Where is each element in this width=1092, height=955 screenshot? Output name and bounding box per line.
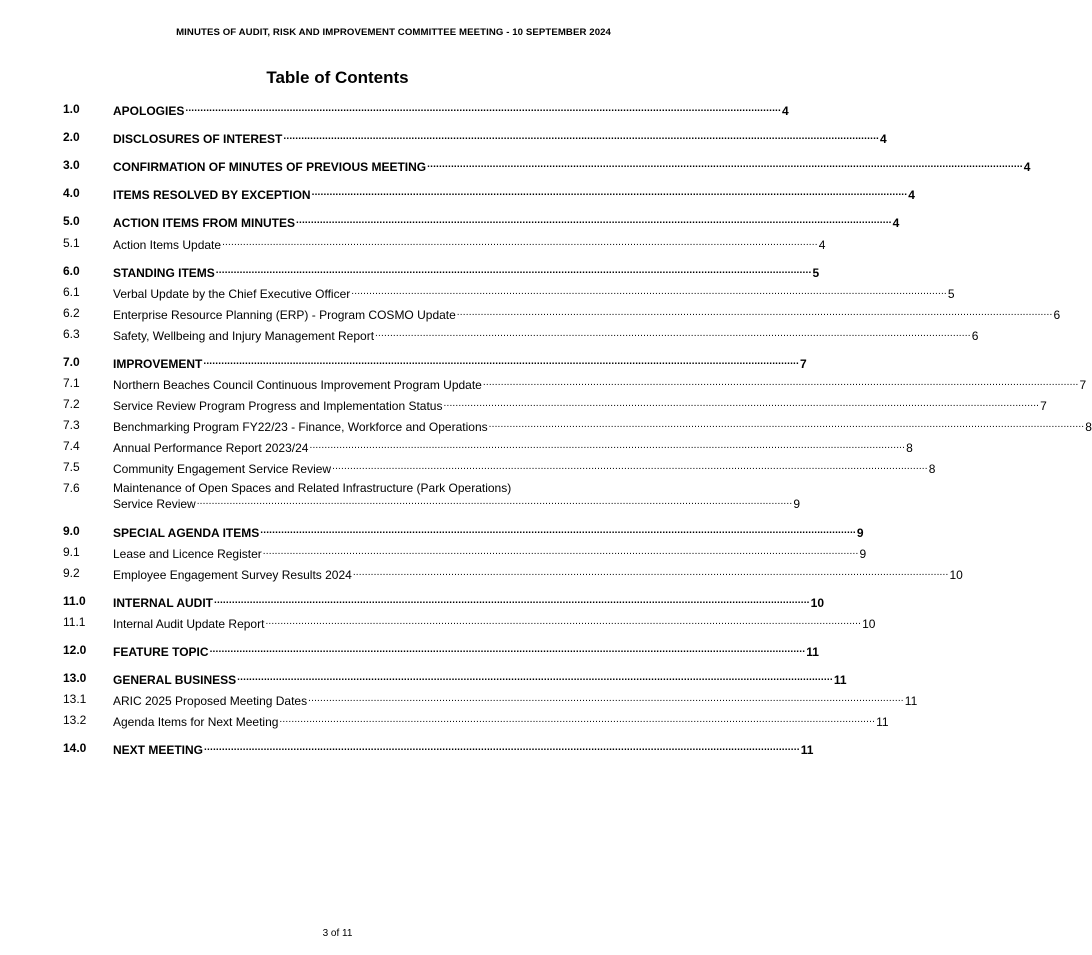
dot-leader: ........................................................................................................................................................................................................ — [308, 693, 904, 704]
dot-leader: ........................................................................................................................................................................................................ — [262, 546, 859, 557]
toc-entry-number: 1.0 — [63, 102, 80, 116]
toc-entry-page: 8 — [906, 441, 913, 455]
toc-entry-title: ITEMS RESOLVED BY EXCEPTION — [113, 188, 311, 202]
toc-entry-page: 4 — [818, 238, 826, 252]
toc-entry-number: 13.1 — [63, 692, 87, 706]
toc-entry-title: Action Items Update — [113, 238, 222, 252]
dot-leader: ........................................................................................................................................................................................................ — [352, 567, 949, 578]
dot-leader: ........................................................................................................................................................................................................ — [185, 103, 782, 114]
toc-entry-title: APOLOGIES — [113, 104, 185, 118]
dot-leader: ........................................................................................................................................................................................................ — [214, 595, 810, 606]
dot-leader: ........................................................................................................................................................................................................ — [222, 237, 818, 248]
toc-entry-number: 14.0 — [63, 741, 87, 755]
toc-entry-number: 9.2 — [63, 566, 80, 580]
toc-entry-page: 8 — [1085, 420, 1092, 434]
page-number: 3 of 11 — [322, 928, 353, 939]
dot-leader: ........................................................................................................................................................................................................ — [311, 187, 908, 198]
toc-entry-page: 4 — [908, 188, 915, 202]
toc-entry-page: 5 — [812, 266, 820, 280]
dot-leader: ........................................................................................................................................................................................................ — [296, 215, 892, 226]
dot-leader: ........................................................................................................................................................................................................ — [351, 286, 947, 297]
dot-leader: ........................................................................................................................................................................................................ — [443, 398, 1040, 409]
toc-entry-page: 4 — [880, 132, 887, 146]
toc-entry-number: 5.1 — [63, 236, 80, 250]
toc-entry-number: 7.1 — [63, 376, 80, 390]
toc-entry-title: Agenda Items for Next Meeting — [113, 715, 279, 729]
toc-entry-number: 11.1 — [63, 615, 86, 629]
toc-entry-number: 6.0 — [63, 264, 80, 278]
toc-entry-number: 7.2 — [63, 397, 80, 411]
toc-entry-page: 7 — [1079, 378, 1087, 392]
toc-entry-page: 11 — [904, 694, 918, 708]
dot-leader: ........................................................................................................................................................................................................ — [375, 328, 971, 339]
toc-entry-title: GENERAL BUSINESS — [113, 673, 237, 687]
toc-entry-number: 7.0 — [63, 355, 80, 369]
toc-entry-page: 7 — [1040, 399, 1047, 413]
toc-entry-title: Safety, Wellbeing and Injury Management Report — [113, 329, 375, 343]
toc-entry-page: 10 — [862, 617, 876, 631]
toc-entry-number: 2.0 — [63, 130, 80, 144]
toc-entry-page: 5 — [947, 287, 955, 301]
document-header: MINUTES OF AUDIT, RISK AND IMPROVEMENT COMMITTEE MEETING - 10 SEPTEMBER 2024 — [176, 27, 611, 38]
toc-entry-title: Employee Engagement Survey Results 2024 — [113, 568, 352, 582]
dot-leader: ........................................................................................................................................................................................................ — [204, 742, 800, 753]
toc-entry-title: Benchmarking Program FY22/23 - Finance, Workforce and Operations — [113, 420, 488, 434]
toc-entry-title: CONFIRMATION OF MINUTES OF PREVIOUS MEETING — [113, 160, 427, 174]
toc-entry-page: 11 — [800, 743, 814, 757]
toc-entry-number: 13.0 — [63, 671, 87, 685]
toc-entry-number: 4.0 — [63, 186, 80, 200]
dot-leader: ........................................................................................................................................................................................................ — [427, 159, 1023, 170]
dot-leader: ........................................................................................................................................................................................................ — [215, 265, 812, 276]
toc-entry-title: Northern Beaches Council Continuous Improvement Program Update — [113, 378, 482, 392]
toc-entry-number: 7.6 — [63, 481, 80, 495]
toc-entry-title: Maintenance of Open Spaces and Related Infrastructure (Park Operations) — [113, 481, 612, 495]
toc-entry-page: 8 — [928, 462, 936, 476]
toc-entry-number: 13.2 — [63, 713, 87, 727]
toc-entry-number: 7.5 — [63, 460, 80, 474]
toc-entry-number: 5.0 — [63, 214, 80, 228]
toc-entry-title: Internal Audit Update Report — [113, 617, 265, 631]
toc-entry-page: 9 — [859, 547, 867, 561]
toc-entry-number: 9.1 — [63, 545, 80, 559]
toc-entry-page: 10 — [949, 568, 963, 582]
dot-leader: ........................................................................................................................................................................................................ — [309, 440, 906, 451]
dot-leader: ........................................................................................................................................................................................................ — [283, 131, 880, 142]
toc-entry-page: 6 — [971, 329, 979, 343]
dot-leader: ........................................................................................................................................................................................................ — [209, 644, 806, 655]
toc-entry-title: FEATURE TOPIC — [113, 645, 209, 659]
toc-entry-title: Lease and Licence Register — [113, 547, 262, 561]
dot-leader: ........................................................................................................................................................................................................ — [260, 525, 856, 536]
toc-entry-number: 3.0 — [63, 158, 80, 172]
toc-entry-page: 7 — [800, 357, 807, 371]
toc-entry-title: IMPROVEMENT — [113, 357, 203, 371]
dot-leader: ........................................................................................................................................................................................................ — [237, 672, 833, 683]
dot-leader: ........................................................................................................................................................................................................ — [279, 714, 876, 725]
toc-entry-title: Annual Performance Report 2023/24 — [113, 441, 309, 455]
toc-entry-number: 7.4 — [63, 439, 80, 453]
toc-entry-number: 12.0 — [63, 643, 87, 657]
toc-entry-title: ACTION ITEMS FROM MINUTES — [113, 216, 295, 230]
dot-leader: ........................................................................................................................................................................................................ — [203, 356, 800, 367]
toc-entry-title: Community Engagement Service Review — [113, 462, 332, 476]
dot-leader: ........................................................................................................................................................................................................ — [456, 307, 1053, 318]
dot-leader: ........................................................................................................................................................................................................ — [482, 377, 1079, 388]
toc-entry-title: ARIC 2025 Proposed Meeting Dates — [113, 694, 308, 708]
dot-leader: ........................................................................................................................................................................................................ — [265, 616, 862, 627]
toc-entry-page: 9 — [856, 526, 864, 540]
toc-entry-page: 11 — [876, 715, 889, 729]
toc-entry-page: 11 — [833, 673, 847, 687]
toc-entry-page: 10 — [810, 596, 825, 610]
toc-entry-title: NEXT MEETING — [113, 743, 204, 757]
toc-entry-title: SPECIAL AGENDA ITEMS — [113, 526, 260, 540]
toc-entry-number: 6.1 — [63, 285, 80, 299]
toc-entry-page: 11 — [806, 645, 819, 659]
toc-entry-number: 6.2 — [63, 306, 80, 320]
toc-entry-title: STANDING ITEMS — [113, 266, 215, 280]
toc-entry-page: 4 — [782, 104, 789, 118]
toc-entry-number: 7.3 — [63, 418, 80, 432]
toc-entry-page: 4 — [1023, 160, 1031, 174]
toc-entry-page: 9 — [793, 497, 801, 511]
toc-entry-number: 11.0 — [63, 594, 86, 608]
toc-entry-number: 9.0 — [63, 524, 80, 538]
toc-entry-title: DISCLOSURES OF INTEREST — [113, 132, 283, 146]
toc-entry-title: Verbal Update by the Chief Executive Officer — [113, 287, 351, 301]
dot-leader: ........................................................................................................................................................................................................ — [488, 419, 1085, 430]
dot-leader: ........................................................................................................................................................................................................ — [332, 461, 928, 472]
toc-entry-page: 6 — [1053, 308, 1061, 322]
dot-leader: ........................................................................................................................................................................................................ — [196, 496, 793, 507]
toc-entry-number: 6.3 — [63, 327, 80, 341]
toc-title: Table of Contents — [266, 68, 409, 87]
toc-entry-page: 4 — [892, 216, 900, 230]
toc-entry-title: INTERNAL AUDIT — [113, 596, 213, 610]
toc-entry-title-continued: Service Review — [113, 497, 196, 511]
toc-entry-title: Enterprise Resource Planning (ERP) - Program COSMO Update — [113, 308, 456, 322]
toc-entry-title: Service Review Program Progress and Implementation Status — [113, 399, 443, 413]
